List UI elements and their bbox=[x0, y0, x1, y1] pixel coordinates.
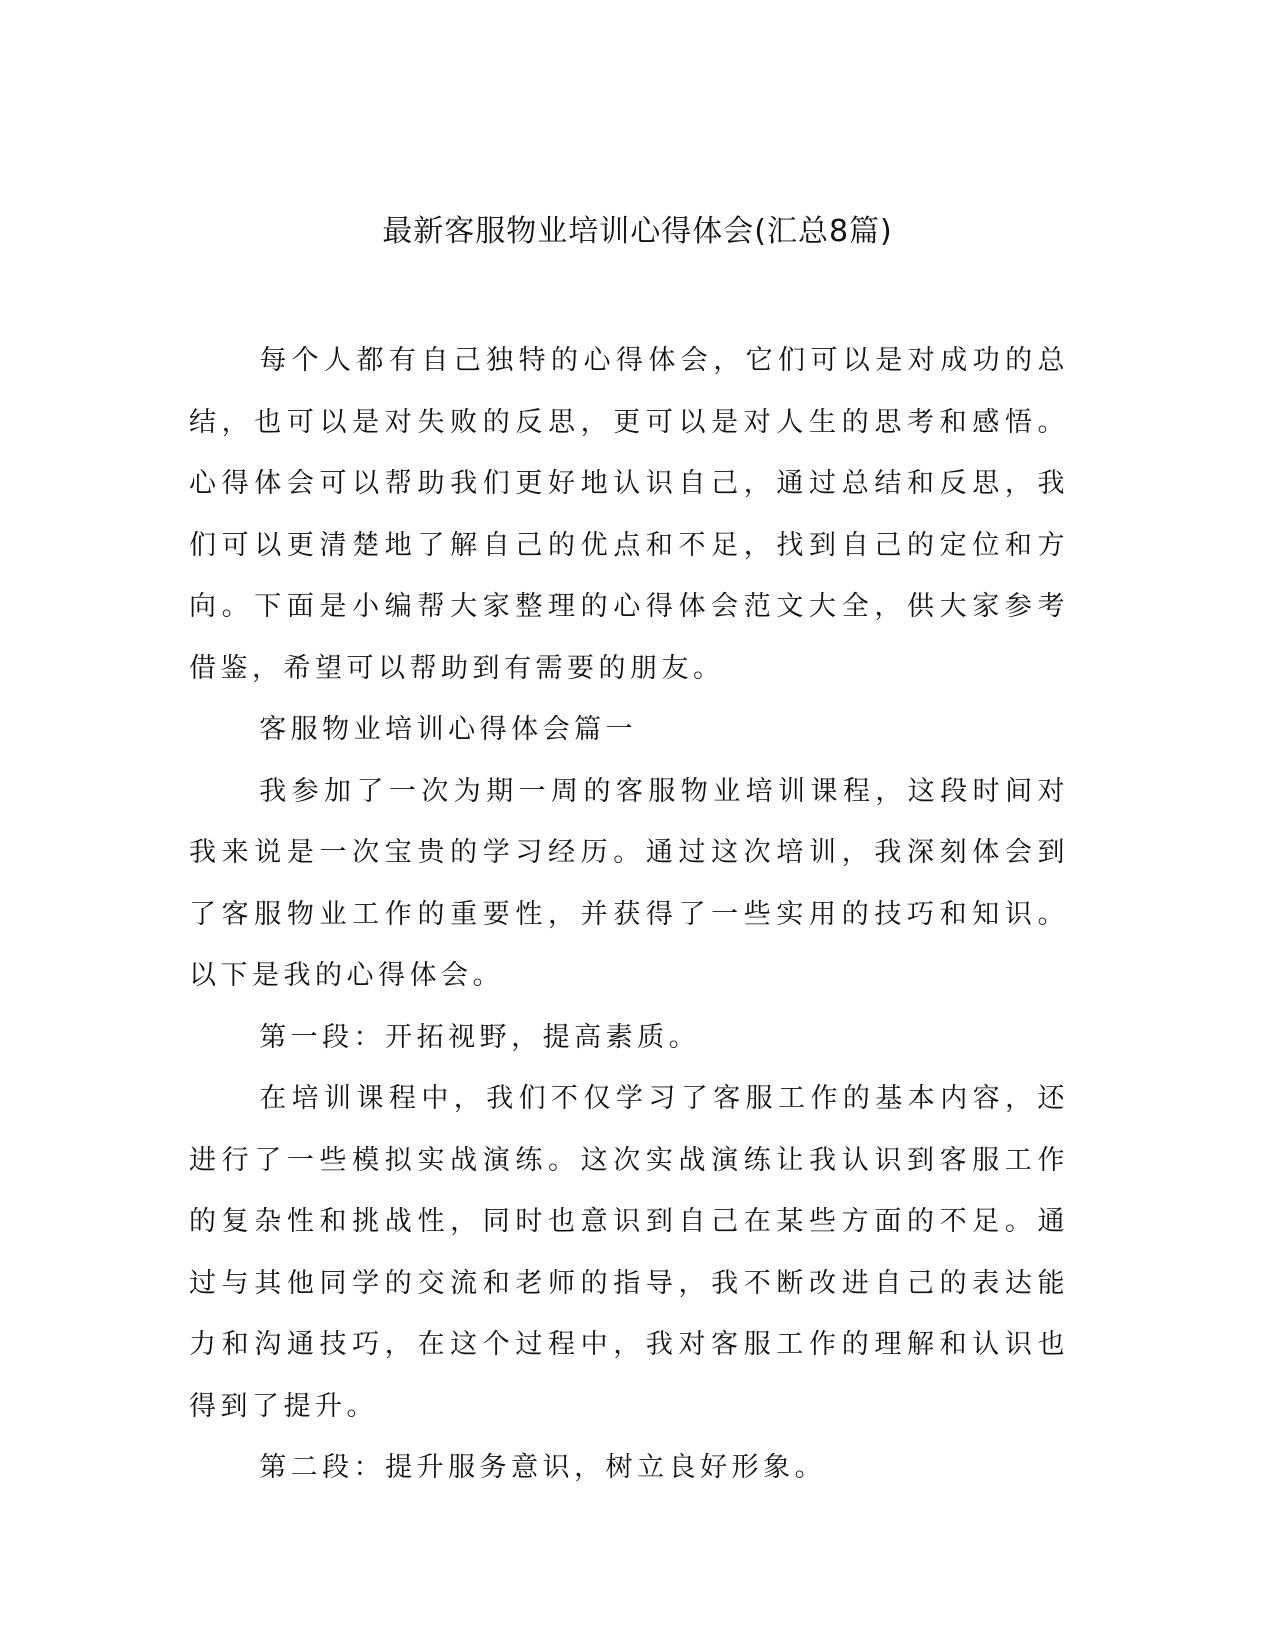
body-paragraph: 我参加了一次为期一周的客服物业培训课程，这段时间对我来说是一次宝贵的学习经历。通过这次培训，我深刻体会到了客服物业工作的重要性，并获得了一些实用的技巧和知识。以下是我的心得体会。 bbox=[189, 775, 1069, 991]
document-body bbox=[189, 330, 1069, 1499]
intro-paragraph: 每个人都有自己独特的心得体会，它们可以是对成功的总结，也可以是对失败的反思，更可以是对人生的思考和感悟。心得体会可以帮助我们更好地认识自己，通过总结和反思，我们可以更清楚地了解自己的优点和不足，找到自己的定位和方向。下面是小编帮大家整理的心得体会范文大全，供大家参考借鉴，希望可以帮助到有需要的朋友。 bbox=[189, 345, 1069, 684]
section-heading: 客服物业培训心得体会篇一 bbox=[259, 714, 638, 745]
subsection-heading: 第一段：开拓视野，提高素质。 bbox=[259, 1021, 701, 1053]
body-paragraph: 在培训课程中，我们不仅学习了客服工作的基本内容，还进行了一些模拟实战演练。这次实战演练让我认识到客服工作的复杂性和挑战性，同时也意识到自己在某些方面的不足。通过与其他同学的交流和老师的指导，我不断改进自己的表达能力和沟通技巧，在这个过程中，我对客服工作的理解和认识也得到了提升。 bbox=[189, 1083, 1069, 1422]
subsection-heading: 第二段：提升服务意识，树立良好形象。 bbox=[259, 1452, 827, 1483]
document-title: 最新客服物业培训心得体会(汇总8篇) bbox=[382, 214, 893, 249]
